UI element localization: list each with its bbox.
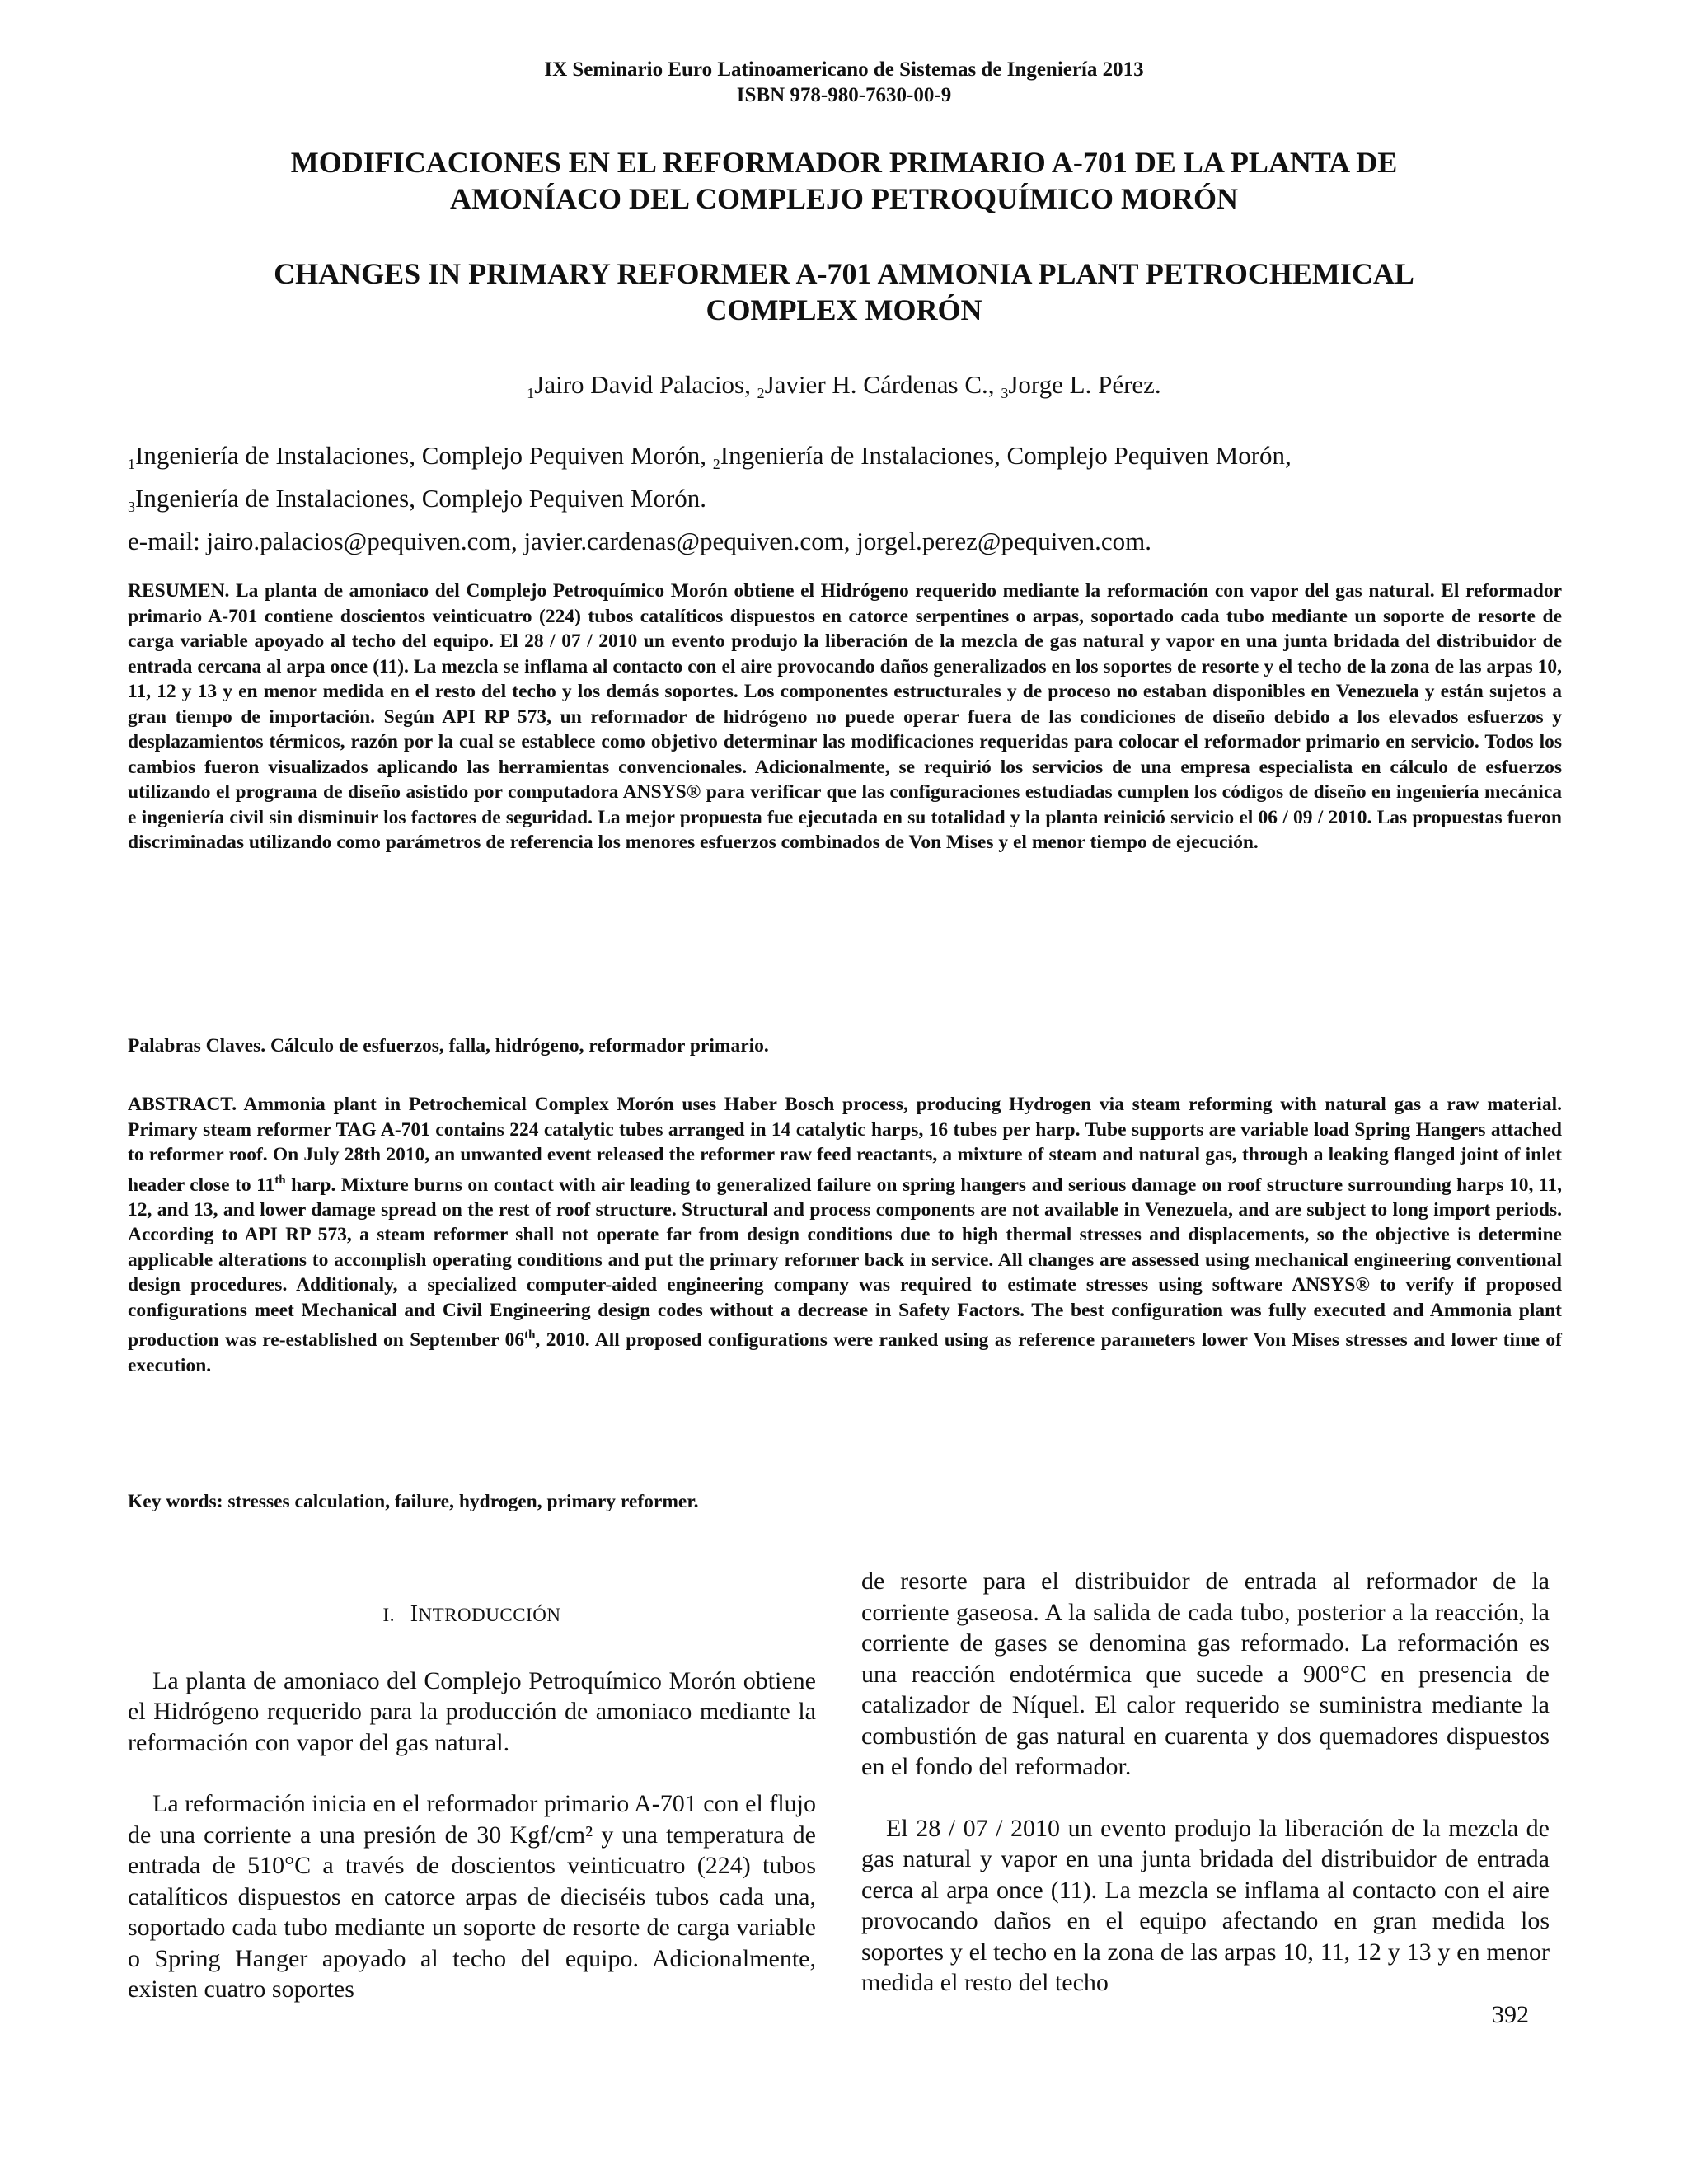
- abstract-text: ABSTRACT. Ammonia plant in Petrochemical Complex Morón uses Haber Bosch process, producing Hydrogen via steam reforming with natural gas a raw material. Primary steam reformer TAG A-701 contains 224 catalytic tubes arranged in 14 catalytic harps, 16 tubes per harp. Tube supports are variable load Spring Hangers attached to reformer roof. On July 28th 2010, an unwanted event released the reformer raw feed reactants, a mixture of steam and natural gas, through a leaking flanged joint of inlet header close to 11: [128, 1094, 1562, 1196]
- abstract-text: harp. Mixture burns on contact with air leading to generalized failure on spring hangers and serious damage on roof structure surrounding harps 10, 11, 12, and 13, and lower damage spread on the rest of roof structure. Structural and process components are not available in Venezuela, and are subject to long import periods. According to API RP 573, a steam reformer shall not operate far from design conditions due to high thermal stresses and displacements, so the objective is determine applicable alterations to accomplish operating conditions and put the primary reformer back in service. All changes are assessed using mechanical engineering conventional design procedures. Additionaly, a specialized computer-aided engineering company was required to estimate stresses using software ANSYS® to verify if proposed configurations meet Mechanical and Civil Engineering design codes without a decrease in Safety Factors. The best configuration was fully executed and Ammonia plant production was re-established on September 06: [128, 1174, 1562, 1352]
- author-name: Jorge L. Pérez.: [1008, 370, 1161, 399]
- title-english-line1: CHANGES IN PRIMARY REFORMER A-701 AMMONIA PLANT PETROCHEMICAL: [274, 257, 1414, 290]
- title-english-line2: COMPLEX MORÓN: [706, 293, 982, 326]
- affiliations: [128, 438, 1562, 558]
- author-index: 3: [1001, 385, 1009, 401]
- intro-paragraph-1: La planta de amoniaco del Complejo Petroquímico Morón obtiene el Hidrógeno requerido para la producción de amoniaco mediante la reformación con vapor del gas natural.: [128, 1666, 816, 1756]
- section-title-rest: NTRODUCCIÓN: [418, 1605, 561, 1625]
- affiliation-text: Ingeniería de Instalaciones, Complejo Pequiven Morón.: [135, 484, 707, 513]
- running-header-isbn: ISBN 978-980-7630-00-9: [736, 84, 952, 106]
- ordinal-suffix: th: [524, 1329, 536, 1343]
- resumen-paragraph: RESUMEN. La planta de amoniaco del Complejo Petroquímico Morón obtiene el Hidrógeno requerido mediante la reformación con vapor del gas natural. El reformador primario A-701 contiene doscientos veinticuatro (224) tubos catalíticos dispuestos en catorce serpentines o arpas, soportado cada tubo mediante un soporte de resorte de carga variable apoyado al techo del equipo. El 28 / 07 / 2010 un evento produjo la liberación de la mezcla de gas natural y vapor en una junta bridada del distribuidor de entrada cercana al arpa once (11). La mezcla se inflama al contacto con el aire provocando daños generalizados en los soportes de resorte y el techo de la zona de las arpas 10, 11, 12 y 13 y en menor medida en el resto del techo y los demás soportes. Los componentes estructurales y de proceso no estaban disponibles en Venezuela y están sujetos a gran tiempo de importación. Según API RP 573, un reformador de hidrógeno no puede operar fuera de las condiciones de diseño debido a los elevados esfuerzos y desplazamientos térmicos, razón por la cual se establece como objetivo determinar las modificaciones requeridas para colocar el reformador primario en servicio. Todos los cambios fueron visualizados aplicando las herramientas convencionales. Adicionalmente, se requirió los servicios de una empresa especialista en cálculo de esfuerzos utilizando el programa de diseño asistido por computadora ANSYS® para verificar que las configuraciones estudiadas cumplen los códigos de diseño en ingeniería mecánica e ingeniería civil sin disminuir los factores de seguridad. La mejor propuesta fue ejecutada en su totalidad y la planta reinició servicio el 06 / 09 / 2010. Las propuestas fueron discriminadas utilizando como parámetros de referencia los menores esfuerzos combinados de Von Mises y el menor tiempo de ejecución.: [128, 580, 1562, 853]
- author-name: Jairo David Palacios,: [534, 370, 757, 399]
- title-english: [165, 255, 1523, 328]
- title-spanish: [165, 144, 1523, 217]
- key-words: Key words: stresses calculation, failure, hydrogen, primary reformer.: [128, 1491, 699, 1512]
- left-column: [128, 1599, 816, 2005]
- abstract-text: , 2010. All proposed configurations were ranked using as reference parameters lower Von Mises stresses and lower time of execution.: [128, 1329, 1562, 1376]
- author-name: Javier H. Cárdenas C.,: [764, 370, 1001, 399]
- ordinal-suffix: th: [274, 1173, 286, 1187]
- affiliation-line: [128, 438, 1562, 481]
- affiliation-line: [128, 481, 1562, 524]
- title-spanish-line1: MODIFICACIONES EN EL REFORMADOR PRIMARIO A-701 DE LA PLANTA DE: [290, 146, 1398, 179]
- abstract-paragraph: [128, 1092, 1562, 1378]
- email-line: e-mail: jairo.palacios@pequiven.com, javier.cardenas@pequiven.com, jorgel.perez@pequiven.com.: [128, 527, 1151, 555]
- running-header-conference: IX Seminario Euro Latinoamericano de Sistemas de Ingeniería 2013: [544, 59, 1144, 81]
- intro-paragraph-2-continued: de resorte para el distribuidor de entrada al reformador de la corriente gaseosa. A la salida de cada tubo, posterior a la reacción, la corriente de gases se denomina gas reformado. La reformación es una reacción endotérmica que sucede a 900°C en presencia de catalizador de Níquel. El calor requerido se suministra mediante la combustión de gas natural en cuarenta y dos quemadores dispuestos en el fondo del reformador.: [861, 1568, 1550, 1780]
- page-number: 392: [1492, 2001, 1529, 2028]
- author-index: 2: [757, 385, 765, 401]
- section-heading-introduccion: [128, 1599, 816, 1631]
- author-list: [0, 369, 1688, 409]
- title-spanish-line2: AMONÍACO DEL COMPLEJO PETROQUÍMICO MORÓN: [449, 182, 1238, 215]
- affiliation-index: 2: [712, 456, 720, 472]
- section-number: I.: [382, 1605, 395, 1625]
- palabras-claves: Palabras Claves. Cálculo de esfuerzos, falla, hidrógeno, reformador primario.: [128, 1035, 769, 1057]
- affiliation-text: Ingeniería de Instalaciones, Complejo Pequiven Morón,: [135, 441, 713, 470]
- affiliation-index: 3: [128, 499, 135, 515]
- intro-paragraph-3: El 28 / 07 / 2010 un evento produjo la liberación de la mezcla de gas natural y vapor en una junta bridada del distribuidor de entrada cerca al arpa once (11). La mezcla se inflama al contacto con el aire provocando daños en el equipo afectando en gran medida los soportes y el techo en la zona de las arpas 10, 11, 12 y 13 y en menor medida el resto del techo: [861, 1814, 1550, 1996]
- author-index: 1: [527, 385, 535, 401]
- affiliation-text: Ingeniería de Instalaciones, Complejo Pequiven Morón,: [720, 441, 1292, 470]
- right-column: [861, 1566, 1550, 1999]
- affiliation-index: 1: [128, 456, 135, 472]
- intro-paragraph-2: La reformación inicia en el reformador primario A-701 con el flujo de una corriente a una presión de 30 Kgf/cm² y una temperatura de entrada de 510°C a través de doscientos veinticuatro (224) tubos catalíticos dispuestos en catorce arpas de dieciséis tubos cada una, soportado cada tubo mediante un soporte de resorte de carga variable o Spring Hanger apoyado al techo del equipo. Adicionalmente, existen cuatro soportes: [128, 1790, 816, 2003]
- section-title-initial: I: [410, 1601, 419, 1627]
